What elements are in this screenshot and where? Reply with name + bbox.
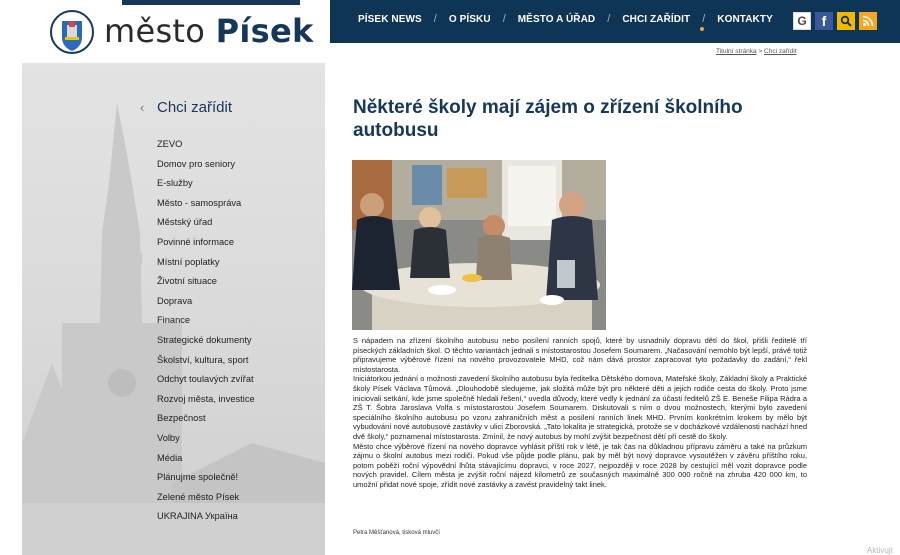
article-paragraph: Město chce výběrové řízení na nového dopravce vyhlásit příští rok v létě, je tak čas na důkladnou přípravu záměru a také na průzkum zájmu o školní autobus mezi rodiči. Pokud vše půjde podle plánu, pak by měl být nový dopravce vysoutěžen v závěru příštího roku, potom poběží roční výpovědní lhůta stávajícímu dopravci, v roce 2027, nejpozději v roce 2028 by cestující měl vozit dopravce podle nových pravidel. Cílem města je zvýšit roční nájezd kilometrů ze současných maximálně 300 000 ročně na zhruba 420 000 km, to umožní přidat nové spoje, zřídit nové zastávky a zavést pravidelný takt linek. — [353, 441, 807, 489]
os-activation-watermark: Aktivujt — [867, 546, 893, 555]
site-logo-text — [104, 12, 314, 50]
sidebar-item-planujme-spolecne[interactable]: Plánujme společně! — [157, 472, 239, 483]
sidebar-item-domov-pro-seniory[interactable]: Domov pro seniory — [157, 158, 236, 169]
sidebar-item-mesto-samosprava[interactable]: Město - samospráva — [157, 197, 242, 208]
nav-pisek-news[interactable]: PÍSEK NEWS — [358, 13, 422, 25]
coat-of-arms-icon — [50, 7, 94, 57]
sidebar-item-media[interactable]: Média — [157, 452, 183, 463]
nav-o-pisku[interactable]: O PÍSKU — [448, 13, 491, 25]
sidebar-item-ukrajina[interactable]: UKRAJINA Україна — [157, 511, 238, 522]
sidebar — [22, 63, 325, 555]
breadcrumb-current[interactable]: Chci zařídit — [764, 48, 797, 55]
logo-accent-line — [122, 0, 300, 5]
sidebar-item-mestsky-urad[interactable]: Městský úřad — [157, 217, 213, 228]
breadcrumb-home[interactable]: Titulní stránka — [716, 48, 757, 55]
rss-icon[interactable] — [859, 12, 877, 30]
article-title: Některé školy mají zájem o zřízení školního autobusu — [353, 97, 743, 141]
sidebar-item-finance[interactable]: Finance — [157, 315, 191, 326]
article-photo — [352, 160, 606, 330]
article-paragraph: Iniciátorkou jednání o možnosti zavedení školního autobusu byla ředitelka Dětského domova, Mateřské školy, Základní školy a Praktické školy Písek Václava Tůmová. „Dlouhodobě sledujeme, jak složitá může být pro některé děti a jejich rodiče cesta do školy. Proto jsme iniciovali setkání, kde jsme společně hledali řešení,“ uvedla důvody, které vedly k jednání za účasti ředitelů ZŠ E. Beneše Filipa Rádra a ZŠ T. Šobra Jaroslava Volfa s místostarostou Josefem Soumarem. Diskutovali s ním o dvou možnostech, kterými bylo zavedení speciálního školního autobusu po vzoru zahraničních měst a posílení ranních linek MHD. Prvním konkrétním krokem by mělo být vybudování nové autobusové zastávky v ulici Zborovská. „Tato lokalita je strategická, protože se v docházkové vzdálenosti nachází hned dvě školy,“ poznamenal místostarosta. Zmínil, že nový autobus by mohl zvýšit bezpečnost dětí při cestě do školy. — [353, 374, 807, 441]
facebook-icon[interactable]: f — [815, 12, 833, 30]
article-body — [353, 336, 807, 490]
logo-text-light: město — [104, 12, 206, 50]
nav-chci-zaridit[interactable]: CHCI ZAŘÍDIT — [622, 13, 691, 25]
nav-separator: / — [702, 13, 706, 25]
google-icon[interactable]: G — [793, 12, 811, 30]
sidebar-item-zivotni-situace[interactable]: Životní situace — [157, 276, 217, 287]
sidebar-item-volby[interactable]: Volby — [157, 432, 180, 443]
nav-kontakty[interactable]: KONTAKTY — [717, 13, 773, 25]
sidebar-item-mistni-poplatky[interactable]: Místní poplatky — [157, 256, 220, 267]
search-icon[interactable] — [837, 12, 855, 30]
main-navigation — [330, 0, 900, 43]
sidebar-item-zelene-mesto[interactable]: Zelené město Písek — [157, 491, 240, 502]
nav-mesto-a-urad[interactable]: MĚSTO A ÚŘAD — [517, 13, 596, 25]
nav-list — [358, 13, 773, 25]
logo-text-bold: Písek — [215, 12, 314, 50]
sidebar-item-rozvoj-mesta[interactable]: Rozvoj města, investice — [157, 393, 255, 404]
sidebar-menu — [157, 138, 255, 530]
article-content — [325, 63, 900, 555]
sidebar-item-doprava[interactable]: Doprava — [157, 295, 193, 306]
sidebar-item-zevo[interactable]: ZEVO — [157, 139, 183, 149]
nav-separator: / — [502, 13, 506, 25]
sidebar-item-e-sluzby[interactable]: E-služby — [157, 178, 193, 189]
nav-separator: / — [607, 13, 611, 25]
sidebar-item-povinne-informace[interactable]: Povinné informace — [157, 236, 234, 247]
back-chevron-icon[interactable]: ‹ — [140, 100, 145, 115]
article-signature: Petra Měšťanová, tisková mluvčí — [353, 530, 440, 536]
sidebar-item-bezpecnost[interactable]: Bezpečnost — [157, 413, 206, 424]
site-header — [0, 0, 900, 63]
article-paragraph: S nápadem na zřízení školního autobusu nebo posílení ranních spojů, které by usnadnily dopravu dětí do škol, přišli ředitelé tří píseckých základních škol. O těchto variantách jednali s místostarostou Josefem Soumarem. „Načasování nemohlo být lepší, právě totiž připravujeme výběrové řízení na nového provozovatele MHD, což nám dává prostor zapracovat tyto požadavky do zadání,“ řekl místostarosta. — [353, 336, 807, 374]
sidebar-item-skolstvi-kultura-sport[interactable]: Školství, kultura, sport — [157, 354, 249, 365]
nav-separator: / — [433, 13, 437, 25]
breadcrumb-separator: > — [758, 48, 763, 55]
header-icons — [793, 12, 877, 30]
page-left-margin — [0, 63, 22, 555]
breadcrumb — [716, 48, 797, 55]
sidebar-item-odchyt-toulavych-zvirat[interactable]: Odchyt toulavých zvířat — [157, 374, 254, 385]
active-nav-indicator — [700, 27, 704, 31]
sidebar-item-strategicke-dokumenty[interactable]: Strategické dokumenty — [157, 334, 252, 345]
sidebar-title: Chci zařídit — [157, 99, 233, 116]
logo-link[interactable] — [22, 0, 330, 63]
